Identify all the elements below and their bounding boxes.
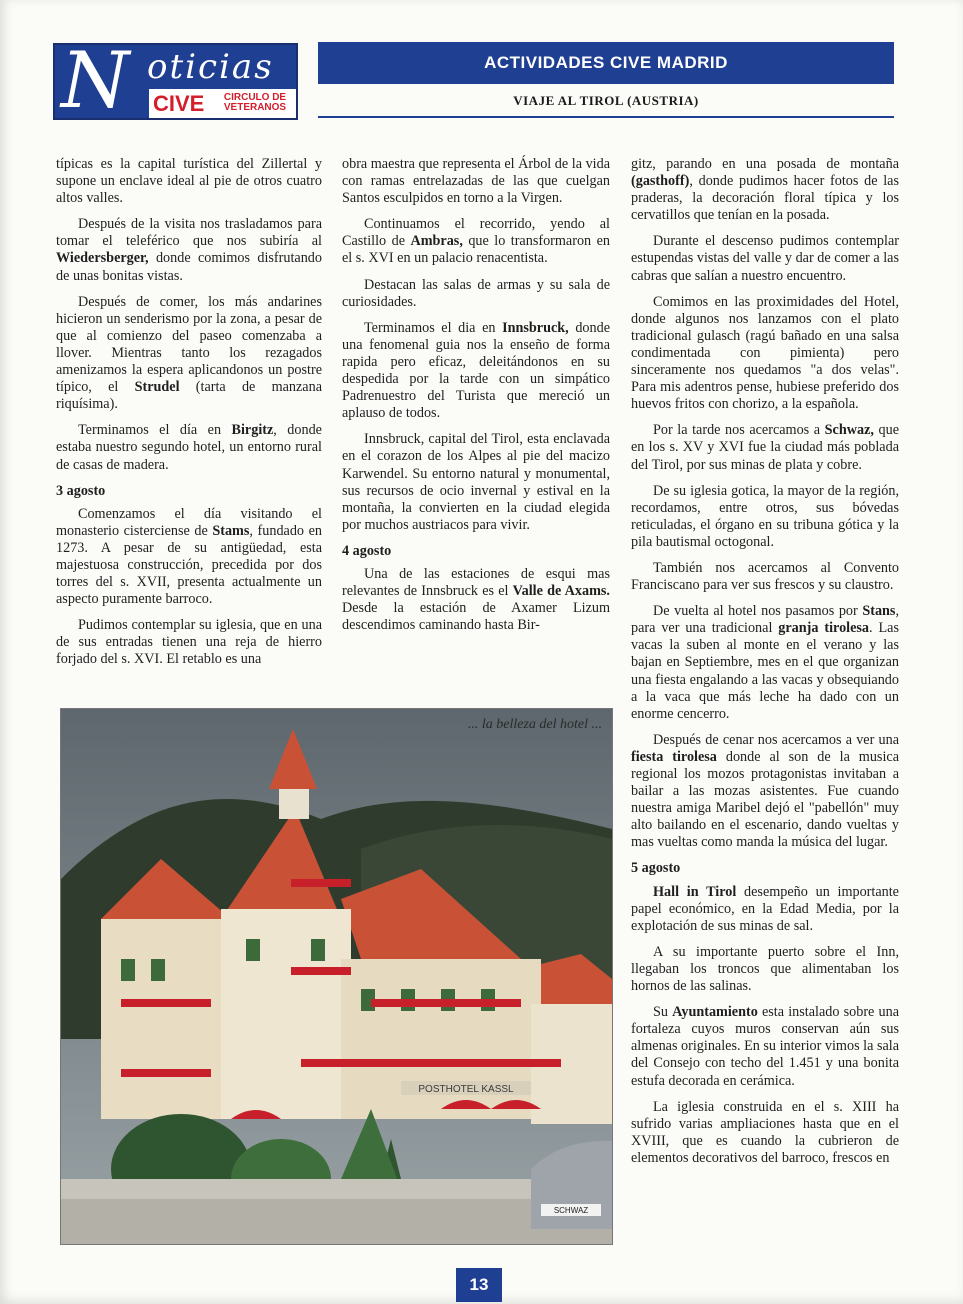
date-heading: 4 agosto	[342, 542, 392, 559]
paragraph: Por la tarde nos acercamos a Schwaz, que en los s. XV y XVI fue la ciudad más poblada del Tirol, por sus minas de plata y cobre.	[631, 422, 899, 473]
logo-brand: CIVE	[153, 91, 205, 116]
paragraph: Continuamos el recorrido, yendo al Castillo de Ambras, que lo transformaron en el s. XVI en un palacio renacentista.	[342, 216, 610, 267]
paragraph: obra maestra que representa el Árbol de la vida con ramas entrelazadas de las que cuelgan Santos esculpidos en torno a la Virgen.	[342, 156, 610, 207]
paragraph: Terminamos el día en Birgitz, donde estaba nuestro segundo hotel, un entorno rural de casas de madera.	[56, 422, 322, 473]
paragraph: Terminamos el dia en Innsbruck, donde una fenomenal guia nos la enseño de forma rapida pero eficaz, deleitándonos en su despedida por la tarde con un simpático Padrenuestro del Turista que mereció un aplauso de todos.	[342, 319, 610, 422]
paragraph: De su iglesia gotica, la mayor de la región, recordamos, entre otros, sus bóvedas reticuladas, el órgano en su tribuna gótica y la pila bautismal octogonal.	[631, 482, 899, 550]
page-number: 13	[456, 1268, 502, 1302]
hotel-sign: POSTHOTEL KASSL	[418, 1084, 514, 1095]
paragraph: Hall in Tirol desempeño un importante papel económico, en la Edad Media, por la explotación de sus minas de sal.	[631, 883, 899, 934]
paragraph: típicas es la capital turística del Zillertal y supone un enclave ideal al pie de otros cuatro altos valles.	[56, 156, 322, 207]
noticias-cive-logo	[53, 36, 298, 126]
text-column-2	[342, 156, 610, 643]
title-rule	[318, 116, 894, 118]
paragraph: Destacan las salas de armas y su sala de curiosidades.	[342, 276, 610, 310]
text-column-3	[631, 156, 899, 1176]
logo-subtitle: CIRCULO DE VETERANOS	[223, 92, 287, 113]
date-heading: 5 agosto	[631, 860, 681, 877]
licence-plate: SCHWAZ	[553, 1206, 589, 1215]
paragraph: Su Ayuntamiento esta instalado sobre una fortaleza cuyos muros conservan aún sus almenas originales. En su interior vimos la sala del Consejo con techo del 1.451 y una bonita estufa decorada en cerámica.	[631, 1004, 899, 1089]
section-title: ACTIVIDADES CIVE MADRID	[318, 42, 894, 84]
paragraph: Después de comer, los más andarines hicieron un senderismo por la zona, a pesar de que al comienzo del paseo comenzaba a llover. Mientras tanto los rezagados amenizamos la espera aplicandonos un postre típico, el Strudel (tarta de manzana riquísima).	[56, 293, 322, 413]
logo-brand-bar	[149, 89, 296, 118]
paragraph: Comenzamos el día visitando el monasterio cisterciense de Stams, fundado en 1273. A pesar de su antigüedad, esta majestuosa construcción, precedida por dos torres del s. XVII, presenta actualmente un aspecto puramente barroco.	[56, 505, 322, 608]
paragraph: Comimos en las proximidades del Hotel, donde algunos nos lanzamos con el plato tradicional gulasch (ragú bañado en una salsa condimentada con pimienta) pero sinceramente nos quedamos "a dos velas". Para mis adentros pense, hubiese preferido dos huevos fritos con chorizo, a la española.	[631, 293, 899, 413]
paragraph: Después de la visita nos trasladamos para tomar el teleférico que nos subiría al Wiedersberger, donde comimos disfrutando de unas bonitas vistas.	[56, 216, 322, 284]
paragraph: A su importante puerto sobre el Inn, llegaban los troncos que alimentaban los hornos de las salinas.	[631, 943, 899, 995]
hotel-illustration	[61, 709, 612, 1244]
paragraph: La iglesia construida en el s. XIII ha sufrido varias ampliaciones hasta que en el XVIII, que es cuando la cubrieron de elementos decorativos del barroco, frescos en	[631, 1098, 899, 1166]
paragraph: Después de cenar nos acercamos a ver una fiesta tirolesa donde al son de la musica regional los mozos protagonistas invitaban a bailar a las mozas asistentes. Fue cuando nuestra amiga Maribel dejó el "pabellón" muy alto bailando en el escenario, dando vueltas y mas vueltas como manda la música del lugar.	[631, 731, 899, 851]
paragraph: gitz, parando en una posada de montaña (gasthoff), donde pudimos hacer fotos de las praderas, la decoración floral típica y los cervatillos que tenían en la posada.	[631, 156, 899, 224]
paragraph: Una de las estaciones de esqui mas relevantes de Innsbruck es el Valle de Axams. Desde la estación de Axamer Lizum descendimos caminando hasta Bir-	[342, 565, 610, 634]
photo-caption: ... la belleza del hotel ...	[467, 717, 602, 732]
paragraph: Durante el descenso pudimos contemplar estupendas vistas del valle y dar de comer a las cabras que salían a nuestro encuentro.	[631, 233, 899, 284]
paragraph: Pudimos contemplar su iglesia, que en una de sus entradas tienen una reja de hierro forjado del s. XVI. El retablo es una	[56, 617, 322, 668]
paragraph: De vuelta al hotel nos pasamos por Stans, para ver una tradicional granja tirolesa. Las vacas la suben al monte en el verano y las bajan en Septiembre, mes en el que organizan una fiesta engalando a las vacas y obsequiando a la vaca que más leche ha dado con un enorme cencerro.	[631, 603, 899, 722]
paragraph: También nos acercamos al Convento Franciscano para ver sus frescos y su claustro.	[631, 559, 899, 594]
article-title: VIAJE AL TIROL (AUSTRIA)	[513, 93, 699, 108]
hotel-photo	[60, 708, 613, 1245]
logo-word: oticias	[147, 47, 274, 87]
date-heading: 3 agosto	[56, 482, 106, 499]
text-column-1	[56, 156, 322, 678]
logo-initial: N	[61, 36, 130, 126]
paragraph: Innsbruck, capital del Tirol, esta enclavada en el corazon de los Alpes al pie del macizo Karwendel. Su entorno natural y monumental, sus recursos de ocio invernal y estival en la montaña, la convierten en la ciudad elegida por muchos austriacos para vivir.	[342, 431, 610, 533]
